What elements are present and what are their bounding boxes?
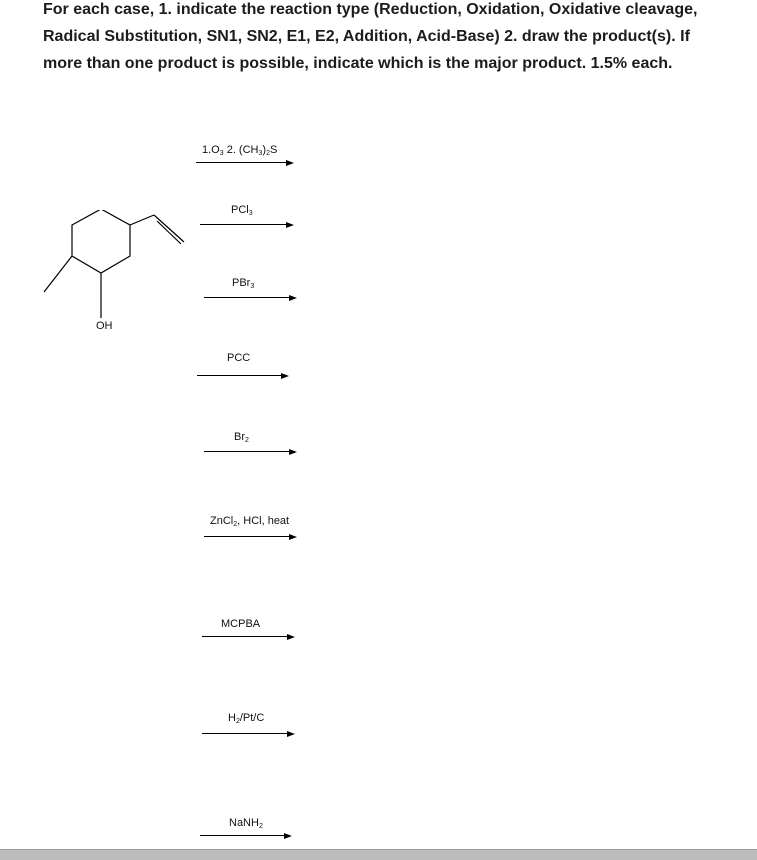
reaction-arrow-7	[202, 633, 295, 641]
reaction-arrow-8	[202, 730, 295, 738]
question-text: For each case, 1. indicate the reaction type (Reduction, Oxidation, Oxidative cleavage, Radical Substitution, SN1, SN2, E1, E2, Addition, Acid-Base) 2. draw the product(s). If more than one product is possible, indicate which is the major product. 1.5% each.	[43, 1, 698, 72]
page-bottom-bar	[0, 849, 757, 860]
reagent-pcl3: PCl$_3$	[231, 204, 253, 217]
reaction-arrow-9	[200, 832, 292, 840]
reagent-pcc: PCC	[227, 352, 251, 364]
reagent-h2-pt: $H_2/Pt/C$	[228, 712, 265, 725]
reagent-pbr3: PBr$_3$	[232, 277, 255, 290]
reaction-arrow-3	[204, 294, 297, 302]
hydroxyl-label: OH	[96, 320, 113, 332]
reaction-arrow-6	[204, 533, 297, 541]
reaction-arrow-5	[204, 448, 297, 456]
reagent-br2: $Br_2$	[234, 431, 249, 444]
starting-material-structure	[35, 210, 195, 320]
reagent-ozonolysis: $1.O_3$ 2. $(CH_3)_2S$	[202, 144, 278, 157]
reagent-zncl2-hcl: ZnCl$_2$, HCl, heat	[210, 515, 290, 528]
reagent-nanh2: NaNH$_2$	[229, 817, 263, 830]
reaction-arrow-1	[196, 159, 294, 167]
reaction-arrow-2	[200, 221, 294, 229]
reagent-mcpba: MCPBA	[221, 618, 261, 630]
reaction-arrow-4	[197, 372, 289, 380]
